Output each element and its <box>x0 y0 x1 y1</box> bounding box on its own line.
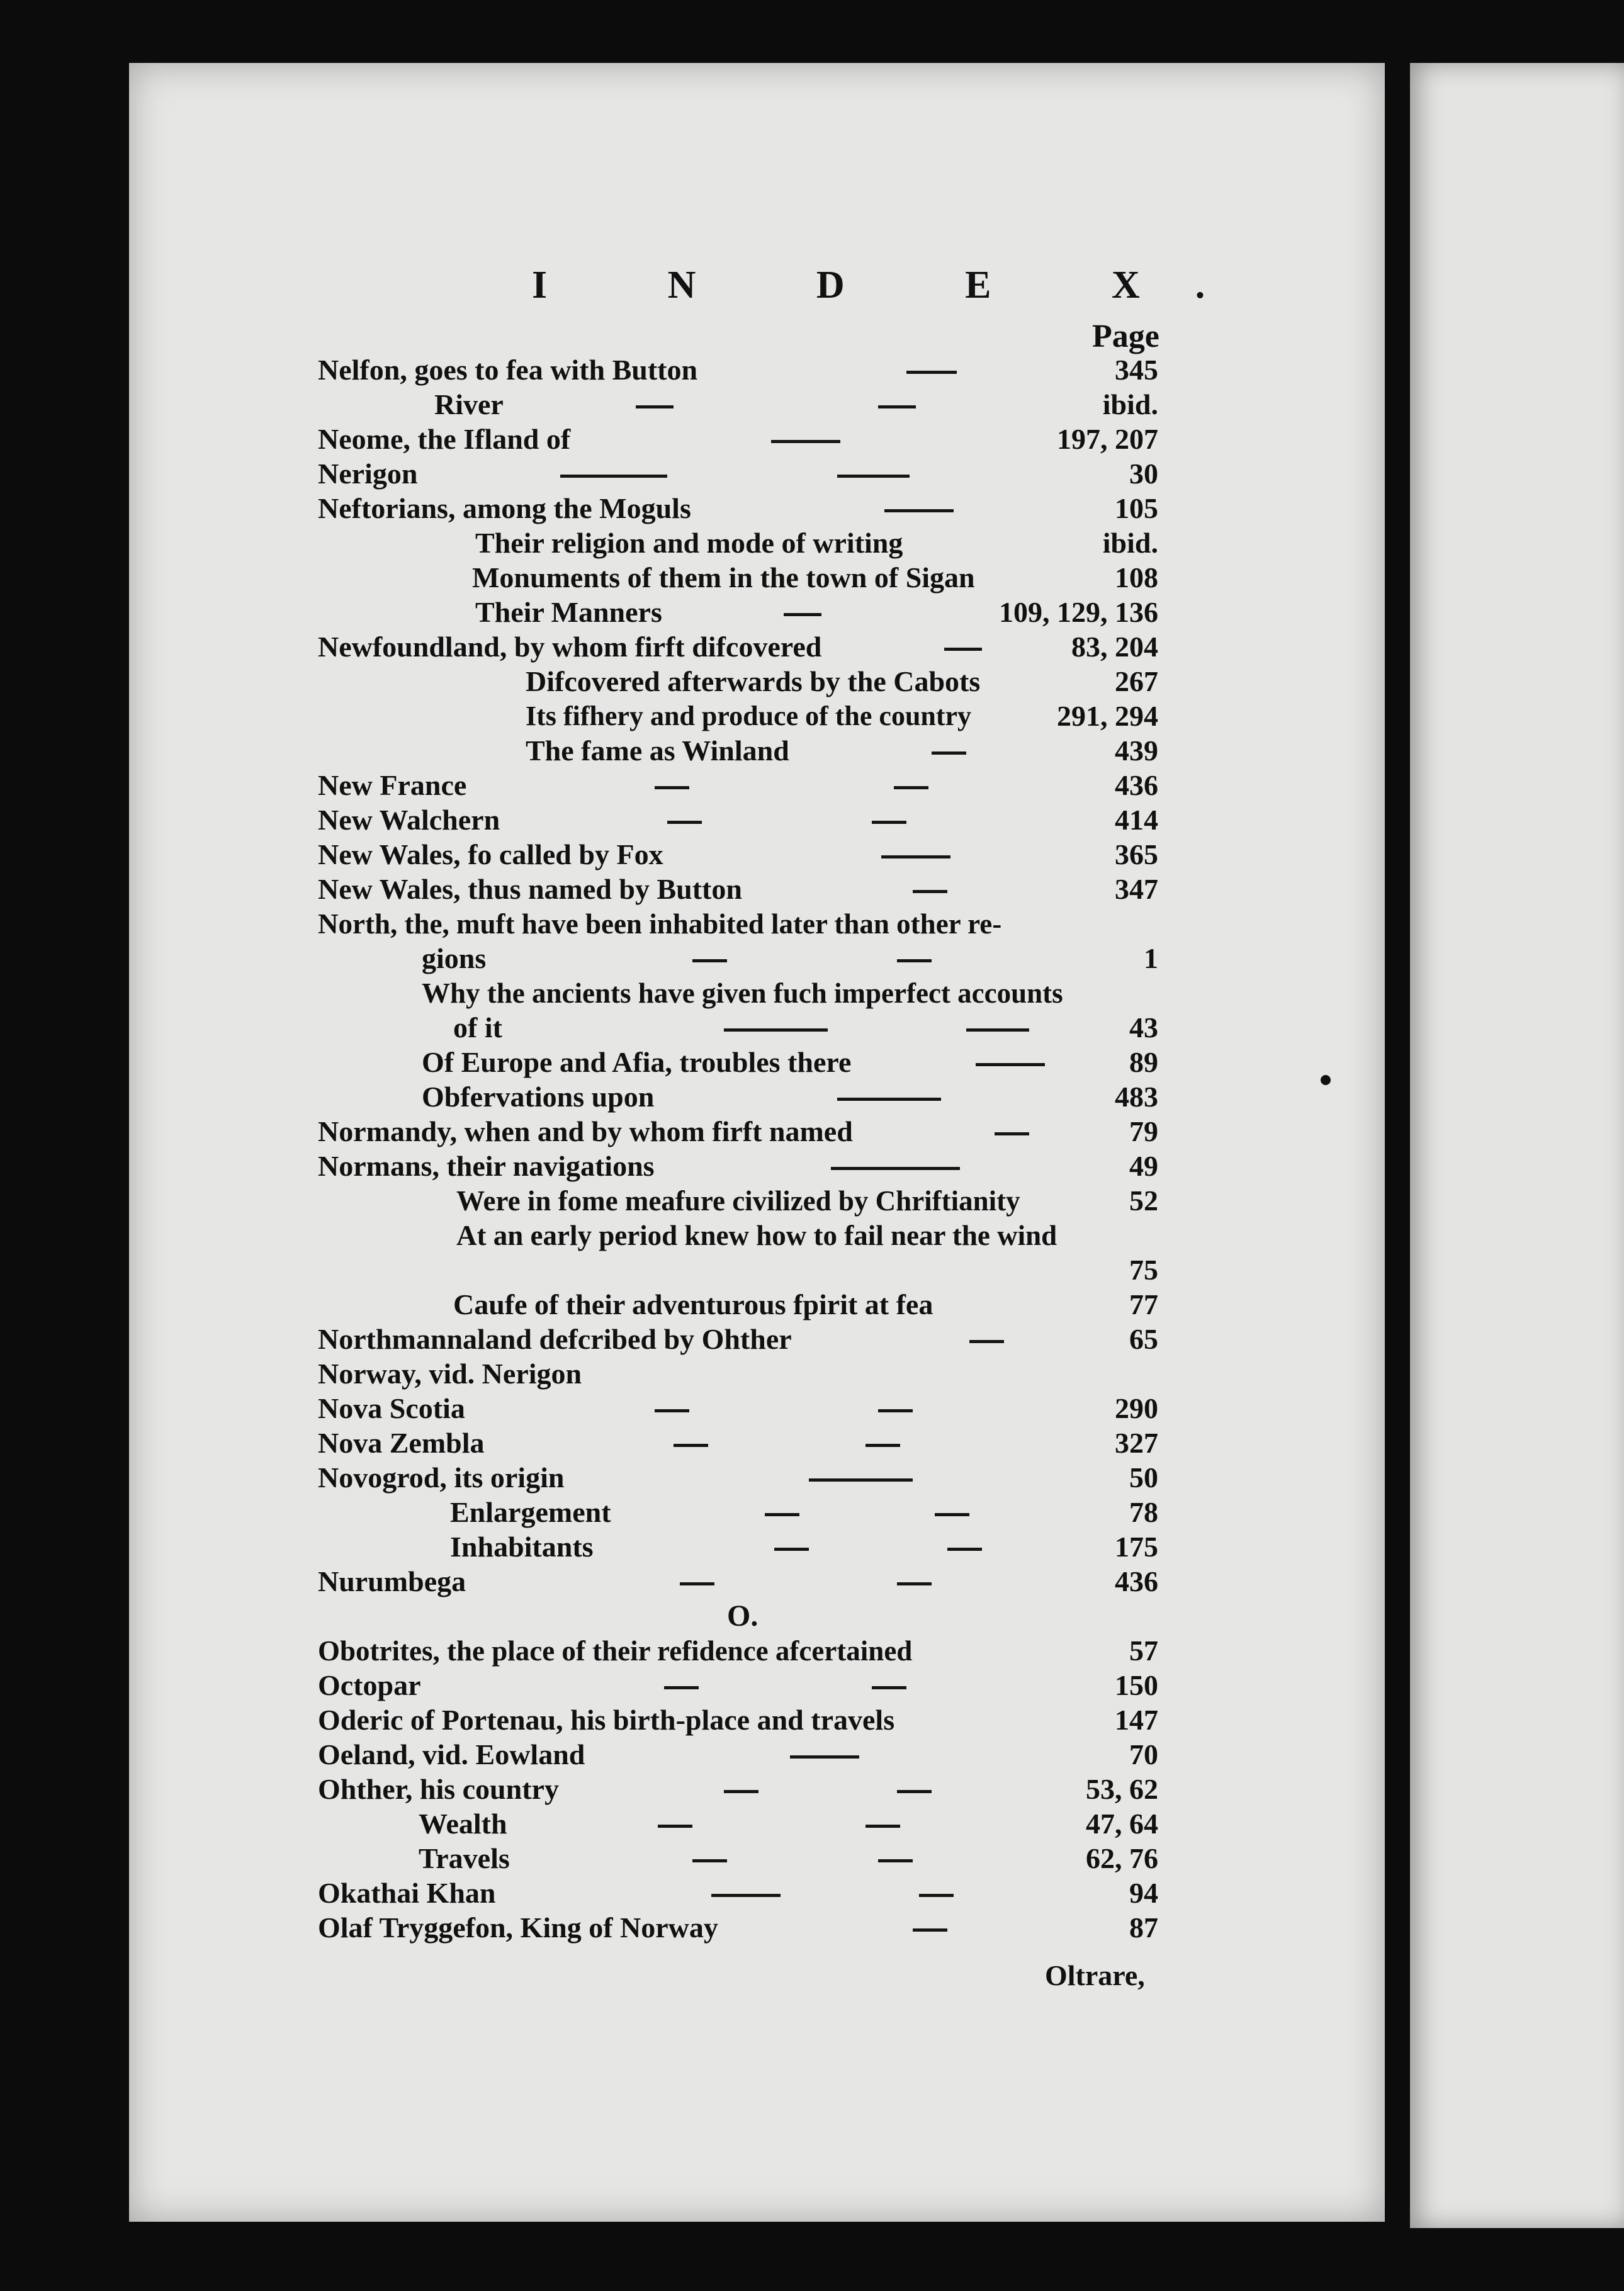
index-entry <box>0 1806 1624 1842</box>
leader-dash <box>913 1928 947 1932</box>
index-entry <box>0 1010 1624 1045</box>
index-entry <box>0 1910 1624 1945</box>
index-entry <box>0 1772 1624 1807</box>
leader-dash <box>724 1790 758 1793</box>
entry-text: Monuments of them in the town of Sigan <box>472 561 975 594</box>
entry-page: 105 <box>1115 492 1158 524</box>
entry-page: 483 <box>1115 1081 1158 1113</box>
index-heading: I N D E X. <box>532 264 1261 307</box>
leader-dash <box>692 1859 727 1862</box>
index-entry <box>0 352 1624 388</box>
entry-text: Obotrites, the place of their refidence afcertained <box>318 1635 913 1667</box>
index-entry <box>0 802 1624 838</box>
page-column-label: Page <box>1092 318 1159 354</box>
leader-dash <box>897 1790 932 1793</box>
leader-dash <box>771 440 840 443</box>
entry-text: Newfoundland, by whom firft difcovered <box>318 631 822 663</box>
entry-page: 53, 62 <box>1086 1773 1158 1805</box>
entry-text: Norway, vid. Nerigon <box>318 1358 582 1390</box>
leader-dash <box>790 1755 859 1759</box>
entry-text: Nerigon <box>318 458 418 490</box>
entry-page: 83, 204 <box>1071 631 1158 663</box>
entry-page: 345 <box>1115 354 1158 386</box>
leader-dash <box>894 786 928 789</box>
leader-dash <box>932 751 966 755</box>
leader-dash <box>878 1409 913 1412</box>
entry-text: Normandy, when and by whom firft named <box>318 1115 853 1147</box>
index-entry <box>0 491 1624 526</box>
index-entry <box>0 422 1624 457</box>
index-entry <box>0 906 1624 942</box>
leader-dash <box>906 371 957 374</box>
leader-dash <box>655 786 689 789</box>
index-entry <box>0 1633 1624 1669</box>
index-entry <box>0 1703 1624 1738</box>
leader-dash <box>837 1098 941 1101</box>
index-entry <box>0 733 1624 768</box>
leader-dash <box>636 405 674 408</box>
entry-page: 50 <box>1129 1461 1158 1494</box>
entry-text: The fame as Winland <box>526 735 789 767</box>
entry-page: 79 <box>1129 1115 1158 1147</box>
entry-text: Of Europe and Afia, troubles there <box>422 1046 852 1078</box>
index-entry <box>0 560 1624 595</box>
entry-text: Neftorians, among the Moguls <box>318 492 691 524</box>
entry-text: Northmannaland defcribed by Ohther <box>318 1323 792 1355</box>
entry-text: North, the, muft have been inhabited later than other re- <box>318 908 1002 940</box>
index-entry <box>0 595 1624 630</box>
entry-text: Normans, their navigations <box>318 1150 655 1182</box>
index-entry <box>0 526 1624 561</box>
index-entry <box>0 1252 1624 1288</box>
entry-text: Okathai Khan <box>318 1877 496 1909</box>
entry-text: Obfervations upon <box>422 1081 655 1113</box>
entry-text: Wealth <box>419 1808 507 1840</box>
entry-text: Their Manners <box>475 596 662 628</box>
leader-dash <box>711 1894 781 1897</box>
index-entry <box>0 976 1624 1011</box>
entry-text: Olaf Tryggefon, King of Norway <box>318 1911 718 1944</box>
entry-text: At an early period knew how to fail near the wind <box>456 1220 1057 1251</box>
entry-text: Why the ancients have given fuch imperfect accounts <box>422 977 1063 1009</box>
leader-dash <box>674 1444 708 1447</box>
index-entry <box>0 1391 1624 1426</box>
entry-text: Were in fome meafure civilized by Chriftianity <box>456 1185 1020 1217</box>
leader-dash <box>897 1582 932 1585</box>
leader-dash <box>976 1063 1045 1066</box>
leader-dash <box>913 890 947 893</box>
entry-page: 436 <box>1115 769 1158 801</box>
leader-dash <box>866 1444 900 1447</box>
entry-text: Inhabitants <box>450 1531 594 1563</box>
index-entry <box>0 1322 1624 1357</box>
entry-page: 436 <box>1115 1565 1158 1597</box>
entry-text: Nurumbega <box>318 1565 466 1597</box>
entry-page: 70 <box>1129 1738 1158 1770</box>
section-letter-row <box>0 1599 1624 1634</box>
leader-dash <box>809 1478 913 1482</box>
entry-text: Neome, the Ifland of <box>318 423 571 455</box>
entry-text: of it <box>453 1011 502 1044</box>
entry-page: ibid. <box>1102 527 1158 559</box>
entry-page: 47, 64 <box>1086 1808 1158 1840</box>
section-letter-o: O. <box>727 1599 758 1633</box>
leader-dash <box>724 1028 828 1032</box>
entry-text: Novogrod, its origin <box>318 1461 565 1494</box>
leader-dash <box>944 648 982 651</box>
index-entry <box>0 629 1624 665</box>
entry-page: 290 <box>1115 1392 1158 1424</box>
entry-page: 267 <box>1115 665 1158 697</box>
index-entry <box>0 1426 1624 1461</box>
index-entry <box>0 1529 1624 1565</box>
index-entry <box>0 664 1624 699</box>
leader-dash <box>658 1825 692 1828</box>
entry-page: 108 <box>1115 561 1158 594</box>
entry-text: Oderic of Portenau, his birth-place and travels <box>318 1704 895 1736</box>
leader-dash <box>881 855 950 858</box>
leader-dash <box>878 1859 913 1862</box>
leader-dash <box>765 1513 799 1516</box>
entry-text: gions <box>422 942 487 974</box>
entry-page: 78 <box>1129 1496 1158 1528</box>
entry-page: ibid. <box>1102 388 1158 420</box>
entry-page: 197, 207 <box>1057 423 1158 455</box>
entry-page: 175 <box>1115 1531 1158 1563</box>
entry-text: New Walchern <box>318 804 500 836</box>
entry-text: Enlargement <box>450 1496 611 1528</box>
leader-dash <box>884 509 954 512</box>
entry-page: 89 <box>1129 1046 1158 1078</box>
index-entry <box>0 1114 1624 1149</box>
leader-dash <box>774 1548 809 1551</box>
entry-text: Ohther, his country <box>318 1773 559 1805</box>
index-entry <box>0 1045 1624 1080</box>
index-entry <box>0 1668 1624 1703</box>
index-entry <box>0 768 1624 803</box>
entry-page: 87 <box>1129 1911 1158 1944</box>
index-entry <box>0 1876 1624 1911</box>
entry-page: 77 <box>1129 1288 1158 1320</box>
entry-page: 75 <box>1129 1254 1158 1286</box>
entry-text: Its fifhery and produce of the country <box>526 701 972 731</box>
leader-dash <box>866 1825 900 1828</box>
entry-page: 62, 76 <box>1086 1842 1158 1874</box>
entry-page: 150 <box>1115 1669 1158 1701</box>
index-entry <box>0 1183 1624 1219</box>
entry-text: Difcovered afterwards by the Cabots <box>526 665 981 697</box>
index-entry <box>0 1149 1624 1184</box>
entry-page: 414 <box>1115 804 1158 836</box>
leader-dash <box>947 1548 982 1551</box>
leader-dash <box>784 613 821 616</box>
index-entry <box>0 837 1624 872</box>
entry-page: 49 <box>1129 1150 1158 1182</box>
entry-page: 291, 294 <box>1057 700 1158 732</box>
leader-dash <box>935 1513 969 1516</box>
entry-text: Nelfon, goes to fea with Button <box>318 354 698 386</box>
leader-dash <box>878 405 916 408</box>
entry-page: 439 <box>1115 735 1158 767</box>
index-entry <box>0 1564 1624 1599</box>
index-entry <box>0 1356 1624 1392</box>
leader-dash <box>872 1686 906 1689</box>
index-entry <box>0 1460 1624 1495</box>
index-entry <box>0 872 1624 907</box>
entry-page: 30 <box>1129 458 1158 490</box>
index-entry <box>0 387 1624 422</box>
entry-page: 109, 129, 136 <box>999 596 1158 628</box>
entry-page: 57 <box>1129 1635 1158 1667</box>
leader-dash <box>560 475 667 478</box>
entry-page: 43 <box>1129 1011 1158 1044</box>
index-entry <box>0 941 1624 976</box>
leader-dash <box>831 1167 960 1170</box>
leader-dash <box>872 821 906 824</box>
entry-page: 327 <box>1115 1427 1158 1459</box>
leader-dash <box>692 959 727 962</box>
index-entry <box>0 1218 1624 1253</box>
index-entry <box>0 456 1624 492</box>
entry-text: Their religion and mode of writing <box>475 527 903 559</box>
entry-page: 147 <box>1115 1704 1158 1736</box>
entry-text: New Wales, thus named by Button <box>318 873 742 905</box>
leader-dash <box>655 1409 689 1412</box>
entry-page: 365 <box>1115 838 1158 870</box>
entry-text: Caufe of their adventurous fpirit at fea <box>453 1288 933 1320</box>
index-entry <box>0 1287 1624 1322</box>
index-entry <box>0 699 1624 734</box>
leader-dash <box>969 1340 1004 1343</box>
leader-dash <box>897 959 932 962</box>
entry-text: New Wales, fo called by Fox <box>318 838 663 870</box>
entry-text: Oeland, vid. Eowland <box>318 1738 585 1770</box>
leader-dash <box>667 821 702 824</box>
index-entry <box>0 1495 1624 1530</box>
index-entry <box>0 1841 1624 1876</box>
leader-dash <box>966 1028 1029 1032</box>
entry-text: Travels <box>419 1842 510 1874</box>
leader-dash <box>680 1582 714 1585</box>
leader-dash <box>664 1686 699 1689</box>
entry-text: New France <box>318 769 467 801</box>
entry-page: 347 <box>1115 873 1158 905</box>
entry-text: Nova Scotia <box>318 1392 465 1424</box>
index-entry <box>0 1737 1624 1772</box>
leader-dash <box>837 475 910 478</box>
entry-page: 1 <box>1144 942 1158 974</box>
entry-text: Nova Zembla <box>318 1427 485 1459</box>
entry-page: 65 <box>1129 1323 1158 1355</box>
entry-page: 52 <box>1129 1185 1158 1217</box>
leader-dash <box>919 1894 954 1897</box>
entry-page: 94 <box>1129 1877 1158 1909</box>
index-entry <box>0 1079 1624 1115</box>
leader-dash <box>995 1132 1029 1135</box>
entry-text: Octopar <box>318 1669 421 1701</box>
catchword: Oltrare, <box>1045 1959 1145 1991</box>
entry-text: River <box>434 388 504 420</box>
